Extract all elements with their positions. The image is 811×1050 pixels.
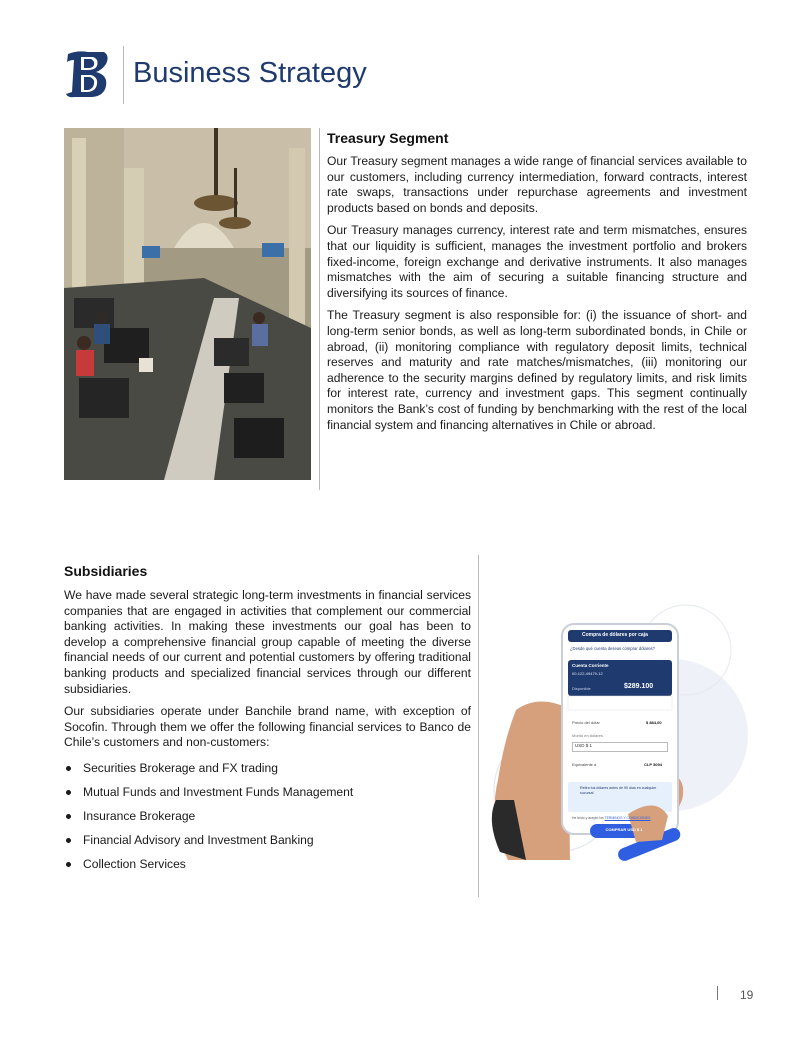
bullet-icon [66,814,71,819]
phone-screen-title: Compra de dólares por caja [582,632,648,638]
phone-question: ¿Desde qué cuenta deseas comprar dólares? [570,646,655,651]
phone-price-value: $ 884,00 [646,720,662,725]
list-item-label: Mutual Funds and Investment Funds Management [83,784,354,799]
phone-equivalent-label: Equivalente a [572,762,597,767]
phone-terms-link[interactable]: TÉRMINOS Y CONDICIONES [604,816,651,820]
mobile-app-illustration [486,590,748,870]
page-title: Business Strategy [133,57,367,89]
list-item-label: Collection Services [83,856,186,871]
phone-amount-label: Monto en dólares [572,733,603,738]
list-item [64,761,471,777]
photo-divider [319,128,320,490]
subsidiaries-paragraph: Our subsidiaries operate under Banchile brand name, with exception of Socofin. Through them we offer the following financial services to Banco de Chile’s customers and non-customers: [64,704,471,750]
treasury-paragraph: Our Treasury manages currency, interest rate and term mismatches, ensures that our liquidity is sufficient, manages the investment portfolio and brokers fixed-income, foreign exchange and derivative instruments. It also manages mismatches with the aim of securing a suitable financing structure and diversifying its sources of finance. [327,223,747,300]
list-item [64,857,471,873]
phone-account-number: 00-122-49479-12 [572,671,603,676]
subsidiaries-divider [478,555,479,897]
bank-logo [64,48,110,100]
bullet-icon [66,790,71,795]
footer-divider [717,986,718,1000]
bank-logo-icon [64,48,110,100]
phone-notice: Retira tus dólares antes de 90 días en cualquier sucursal [580,786,657,795]
list-item-label: Insurance Brokerage [83,808,196,823]
header-divider [123,46,124,104]
services-list [64,761,471,873]
phone-terms-prefix: He leído y acepto los [572,816,604,820]
bullet-icon [66,766,71,771]
treasury-paragraph: The Treasury segment is also responsible for: (i) the issuance of short- and long-term senior bonds, as well as long-term subordinated bonds, in Chile or abroad, (ii) monitoring compliance with regulatory deposit limits, technical reserves and maturity and rate matches/mismatches, (iii) monitoring our adherence to the security margins defined by regulatory limits, and risk limits for interest rate, currency and investment gaps. This segment continually monitors the Bank’s cost of funding by benchmarking with the rest of the local financial system and financing alternatives in Chile or abroad. [327,308,747,432]
phone-price-label: Precio del dólar [572,720,600,725]
list-item [64,809,471,825]
treasury-heading: Treasury Segment [327,130,449,146]
treasury-paragraph: Our Treasury segment manages a wide range of financial services available to our customers, including currency intermediation, forward contracts, interest rate swaps, transactions under repurchase agreements and investment products based on bonds and deposits. [327,154,747,215]
treasury-section [327,130,747,440]
list-item-label: Financial Advisory and Investment Banking [83,832,314,847]
subsidiaries-section [64,563,471,881]
trading-floor-photo [64,128,311,480]
bullet-icon [66,838,71,843]
phone-available-label: Disponible [572,686,591,691]
phone-terms [572,816,650,820]
phone-available-amount: $289.100 [624,683,654,690]
phone-amount-input[interactable]: USD $ 1 [572,742,668,752]
subsidiaries-paragraph: We have made several strategic long-term investments in financial services companies that are engaged in activities that complement our commercial banking activities. In making these investments our goal has been to develop a comprehensive financial group capable of meeting the diverse financial needs of our current and potential customers by offering traditional banking products and specialized financial services through our different subsidiaries. [64,588,471,696]
list-item [64,785,471,801]
list-item-label: Securities Brokerage and FX trading [83,760,278,775]
phone-equivalent-value: CLP 3094 [644,762,662,767]
list-item [64,833,471,849]
phone-buy-button[interactable]: COMPRAR USD $ 1 [605,827,643,832]
bullet-icon [66,862,71,867]
subsidiaries-heading: Subsidiaries [64,563,148,579]
phone-account-name: Cuenta Corriente [572,663,609,668]
page-number: 19 [740,988,754,1002]
